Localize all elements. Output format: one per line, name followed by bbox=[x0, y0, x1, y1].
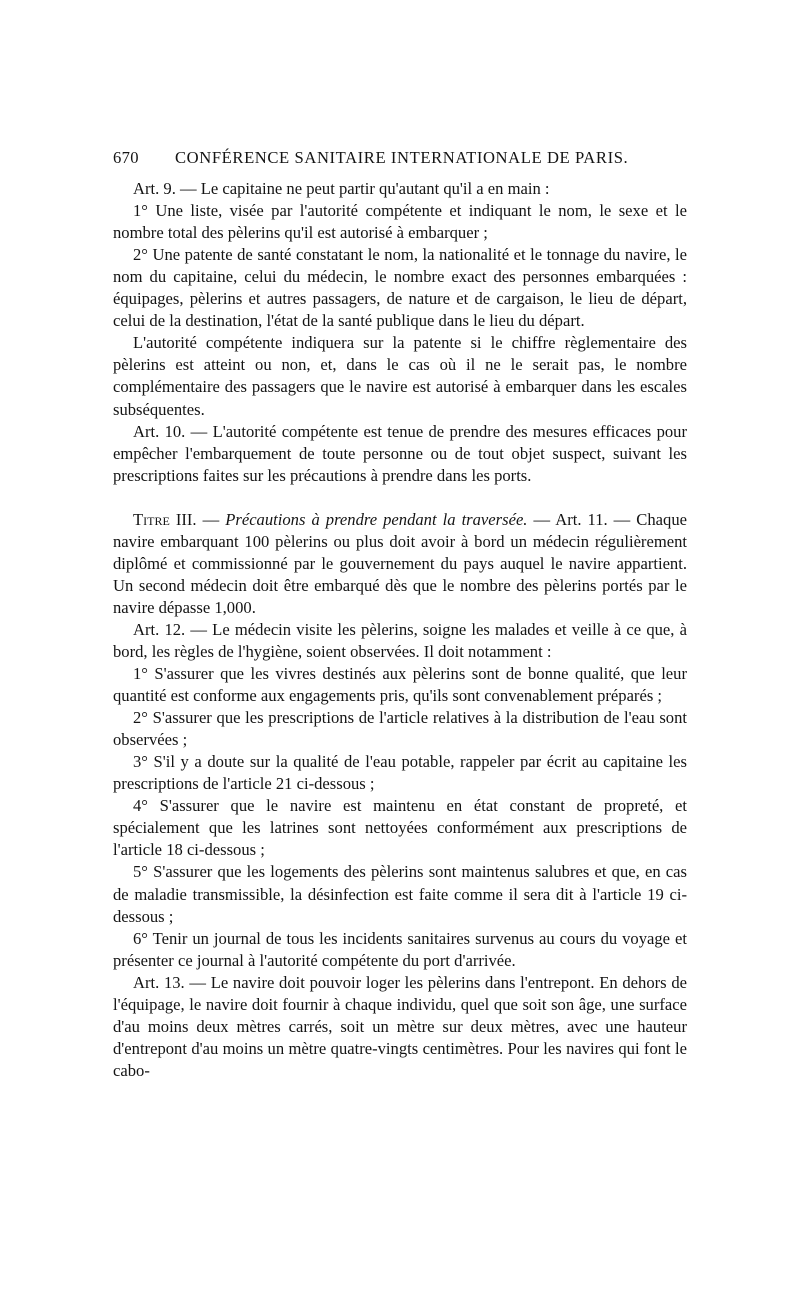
article-12-item-5: 5° S'assurer que les logements des pèlerins sont maintenus salubres et que, en cas de maladie transmissible, la désinfection est faite comme il sera dit à l'article 19 ci-dessous ; bbox=[113, 862, 687, 926]
document-page bbox=[113, 147, 687, 1082]
article-9-intro: Art. 9. — Le capitaine ne peut partir qu'autant qu'il a en main : bbox=[133, 179, 550, 199]
article-9-item-2: 2° Une patente de santé constatant le nom, la nationalité et le tonnage du navire, le nom du capitaine, celui du médecin, le nombre exact des personnes embarquées : équipages, pèlerins et autres passagers, de nature et de cargaison, le lieu de départ, celui de la destination, l'état de la santé publique dans le lieu du départ. bbox=[113, 245, 687, 331]
article-12-intro: Art. 12. — Le médecin visite les pèlerins, soigne les malades et veille à ce que, à bord, les règles de l'hygiène, soient observées. Il doit notamment : bbox=[113, 619, 687, 661]
titre-label: Titre III. bbox=[133, 509, 197, 529]
page-number: 670 bbox=[113, 148, 139, 167]
article-11-text: — Art. 11. — Chaque navire embarquant 100 pèlerins ou plus doit avoir à bord un médecin régulièrement diplômé et commissionné par le gouvernement du pays auquel le navire appartient. Un second médecin doit être embarqué dès que le nombre des pèlerins portés par le navire dépasse 1,000. bbox=[113, 509, 688, 617]
running-title: CONFÉRENCE SANITAIRE INTERNATIONALE DE PARIS. bbox=[175, 148, 629, 167]
running-header bbox=[113, 147, 687, 169]
article-12-item-6: 6° Tenir un journal de tous les incidents sanitaires survenus au cours du voyage et présenter ce journal à l'autorité compétente du port d'arrivée. bbox=[113, 928, 687, 970]
article-12-item-4: 4° S'assurer que le navire est maintenu en état constant de propreté, et spécialement que les latrines sont nettoyées conformément aux prescriptions de l'article 18 ci-dessous ; bbox=[113, 796, 687, 860]
article-13: Art. 13. — Le navire doit pouvoir loger les pèlerins dans l'entrepont. En dehors de l'équipage, le navire doit fournir à chaque individu, quel que soit son âge, une surface d'au moins deux mètres carrés, soit un mètre sur deux mètres, avec une hauteur d'entrepont d'au moins un mètre quatre-vingts centimètres. Pour les navires qui font le cabo- bbox=[113, 972, 687, 1080]
titre-iii-article-11: Titre III. — Précautions à prendre pendant la traversée. — Art. 11. — Chaque navire embarquant 100 pèlerins ou plus doit avoir à bord un médecin régulièrement diplômé et commissionné par le gouvernement du pays auquel le navire appartient. Un second médecin doit être embarqué dès que le nombre des pèlerins portés par le navire dépasse 1,000. bbox=[113, 509, 688, 617]
article-12-item-3: 3° S'il y a doute sur la qualité de l'eau potable, rappeler par écrit au capitaine les prescriptions de l'article 21 ci-dessous ; bbox=[113, 752, 687, 794]
section-gap bbox=[113, 487, 687, 509]
article-9-patente-note: L'autorité compétente indiquera sur la patente si le chiffre règlementaire des pèlerins est atteint ou non, et, dans le cas où il ne le serait pas, le nombre complémentaire des passagers que le navire est autorisé à embarquer dans les escales subséquentes. bbox=[113, 333, 687, 419]
article-12-item-2: 2° S'assurer que les prescriptions de l'article relatives à la distribution de l'eau sont observées ; bbox=[113, 708, 687, 750]
article-10: Art. 10. — L'autorité compétente est tenue de prendre des mesures efficaces pour empêcher l'embarquement de toute personne ou de tout objet suspect, suivant les prescriptions faites sur les précautions à prendre dans les ports. bbox=[113, 421, 687, 485]
titre-caption: Précautions à prendre pendant la traversée. bbox=[225, 509, 528, 529]
article-9-item-1: 1° Une liste, visée par l'autorité compétente et indiquant le nom, le sexe et le nombre total des pèlerins qu'il est autorisé à embarquer ; bbox=[113, 201, 687, 243]
article-12-item-1: 1° S'assurer que les vivres destinés aux pèlerins sont de bonne qualité, que leur quantité est conforme aux engagements pris, qu'ils sont convenablement préparés ; bbox=[113, 664, 687, 706]
